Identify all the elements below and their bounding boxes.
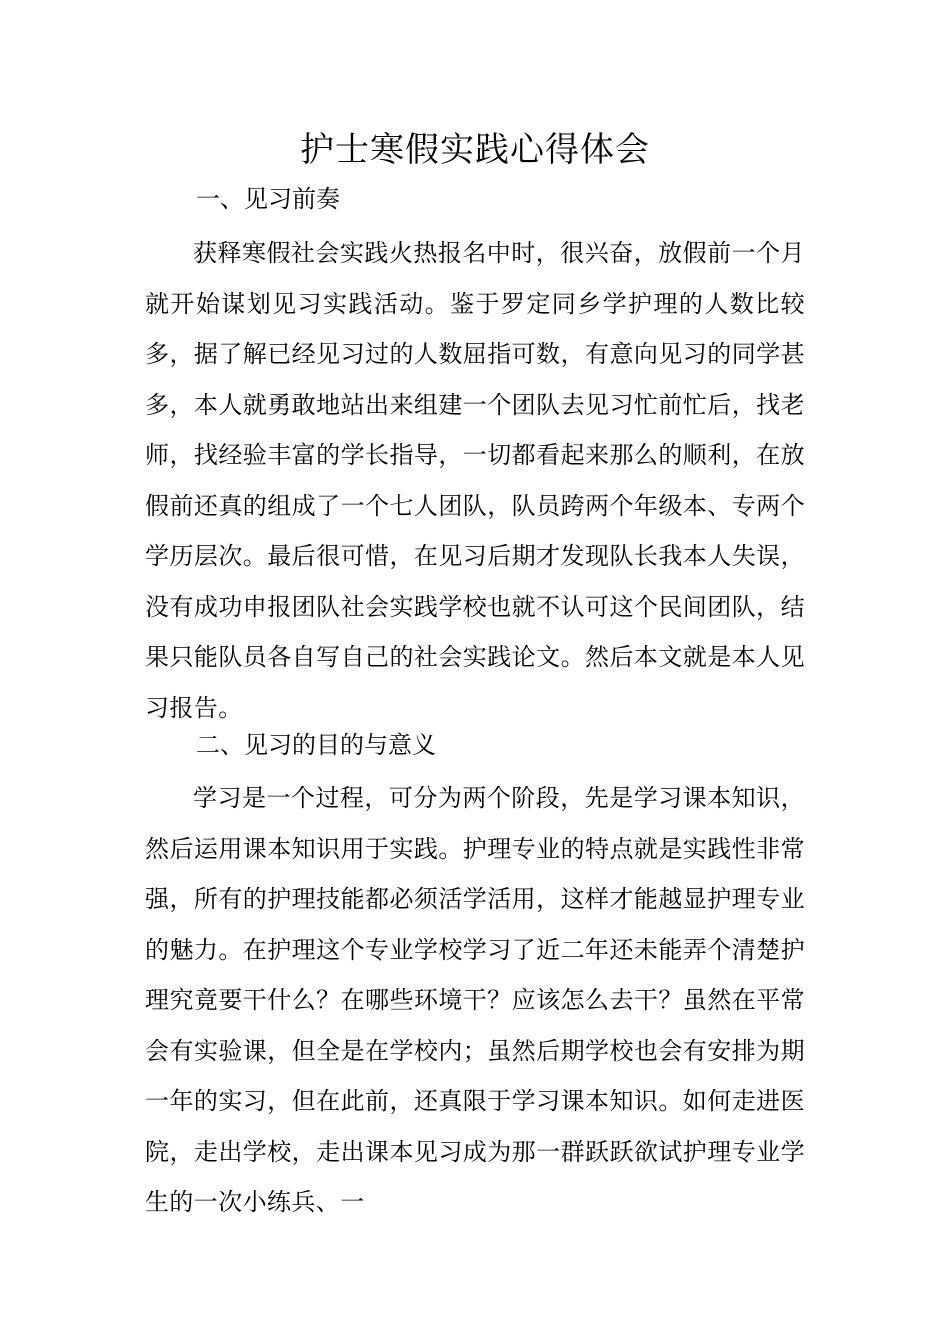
section-paragraph-1: 获释寒假社会实践火热报名中时，很兴奋，放假前一个月就开始谋划见习实践活动。鉴于罗定同乡学护理的人数比较多，据了解已经见习过的人数屈指可数，有意向见习的同学甚多，本人就勇敢地站出来组建一个团队去见习忙前忙后，找老师，找经验丰富的学长指导，一切都看起来那么的顺利，在放假前还真的组成了一个七人团队，队员跨两个年级本、专两个学历层次。最后很可惜，在见习后期才发现队长我本人失误，没有成功申报团队社会实践学校也就不认可这个民间团队，结果只能队员各自写自己的社会实践论文。然后本文就是本人见习报告。	[145, 239, 805, 722]
section-heading-2: 二、见习的目的与意义	[196, 731, 436, 759]
document-title: 护士寒假实践心得体会	[300, 130, 650, 170]
section-heading-1: 一、见习前奏	[196, 185, 340, 213]
section-paragraph-2: 学习是一个过程，可分为两个阶段，先是学习课本知识，然后运用课本知识用于实践。护理专业的特点就是实践性非常强，所有的护理技能都必须活学活用，这样才能越显护理专业的魅力。在护理这个专业学校学习了近二年还未能弄个清楚护理究竟要干什么？在哪些环境干？应该怎么去干？虽然在平常会有实验课，但全是在学校内；虽然后期学校也会有安排为期一年的实习，但在此前，还真限于学习课本知识。如何走进医院，走出学校，走出课本见习成为那一群跃跃欲试护理专业学生的一次小练兵、一	[145, 784, 805, 1216]
